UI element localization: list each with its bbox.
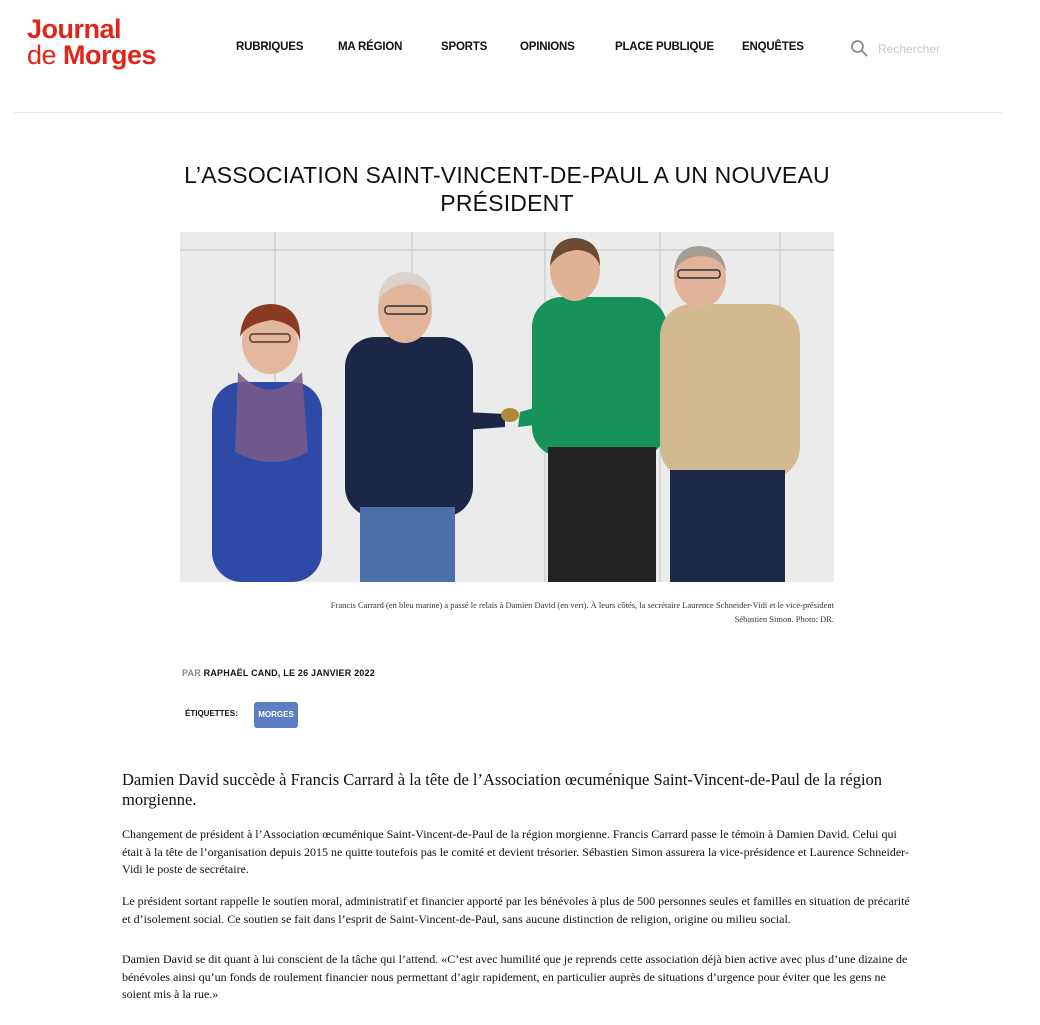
tags-label: ÉTIQUETTES: [185,709,238,718]
nav-item-sports[interactable]: SPORTS [441,41,488,53]
article-paragraph: Damien David se dit quant à lui conscient de la tâche qui l’attend. «C’est avec humilité que je reprends cette association déjà bien active avec plus d’une dizaine de bénévoles ainsi qu’un fonds de roulement financier nous permettant d’agir rapidement, en particulier auprès de situations d’urgence pour éviter que les gens ne soient mis à la rue.» [122,952,908,1001]
nav-item-opinions[interactable]: OPINIONS [520,41,575,53]
article-paragraph: Le président sortant rappelle le soutien moral, administratif et financier apporté par les bénévoles à plus de 500 personnes seules et familles en situation de précarité et d’isolement social. Ce soutien se fait dans l’esprit de Saint-Vincent-de-Paul, sans aucune distinction de religion, origine ou milieu social. [122,894,910,926]
article-byline [182,668,375,678]
byline-prefix: PAR [182,668,201,678]
nav-item-rubriques[interactable]: RUBRIQUES [236,41,304,53]
photo-caption: Francis Carrard (en bleu marine) a passé le relais à Damien David (en vert). À leurs côtés, la secrétaire Laurence Schneider-Vidi et le vice-président Sébastien Simon. Photo: DR. [330,600,834,624]
article-photo [180,232,834,582]
nav-item-ma-region[interactable]: MA RÉGION [338,41,403,53]
article-paragraph: Changement de président à l’Association œcuménique Saint-Vincent-de-Paul de la région morgienne. Francis Carrard passe le témoin à Damien David. Celui qui était à la tête de l’organisation depuis 2015 ne quitte toutefois pas le comité et devient trésorier. Sébastien Simon assurera la vice-présidence et Laurence Schneider-Vidi le poste de secrétaire. [122,827,909,876]
article-title: L’ASSOCIATION SAINT-VINCENT-DE-PAUL A UN NOUVEAU PRÉSIDENT [184,162,830,217]
tag-morges[interactable]: MORGES [254,702,298,728]
search-icon[interactable] [850,39,868,57]
nav-item-enquetes[interactable]: ENQUÊTES [742,41,804,53]
article-lead: Damien David succède à Francis Carrard à la tête de l’Association œcuménique Saint-Vincent-de-Paul de la région morgienne. [122,770,883,809]
byline-author-date: RAPHAËL CAND, LE 26 JANVIER 2022 [203,668,375,678]
logo-line-1: Journal [27,14,122,44]
logo-line-2: de Morges [27,40,157,70]
site-logo[interactable] [27,16,156,68]
header-divider [14,112,1002,113]
nav-item-place-publique[interactable]: PLACE PUBLIQUE [615,41,714,53]
search-input[interactable] [878,40,998,58]
